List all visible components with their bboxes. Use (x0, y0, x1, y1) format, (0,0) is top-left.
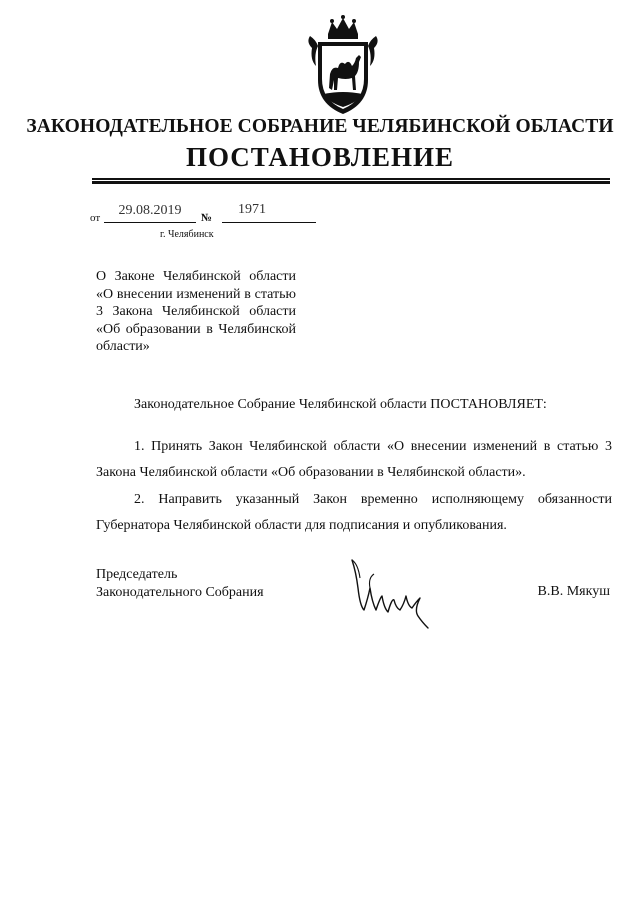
city-label: г. Челябинск (160, 229, 214, 240)
number-underline (222, 222, 316, 223)
date-underline (104, 222, 196, 223)
header-divider-thick (92, 181, 610, 184)
document-subject: О Законе Челябинской области «О внесении изменений в статью 3 Закона Челябинской области «Об образовании в Челябинской области» (96, 269, 296, 354)
document-number: 1971 (238, 202, 266, 217)
date-prefix: от (90, 212, 101, 224)
signatory-title-line-1: Председатель (96, 567, 178, 582)
resolution-intro: Законодательное Собрание Челябинской области ПОСТАНОВЛЯЕТ: (134, 397, 547, 412)
organization-name: ЗАКОНОДАТЕЛЬНОЕ СОБРАНИЕ ЧЕЛЯБИНСКОЙ ОБЛАСТИ (26, 116, 614, 137)
document-type-title: ПОСТАНОВЛЕНИЕ (185, 142, 455, 172)
number-sign: № (201, 212, 213, 224)
signatory-name: В.В. Мякуш (537, 584, 610, 599)
coat-of-arms-camel-icon (302, 14, 384, 118)
signatory-title-line-2: Законодательного Собрания (96, 585, 264, 600)
resolution-item-2: 2. Направить указанный Закон временно исполняющему обязанности Губернатора Челябинской области для подписания и опубликования. (96, 492, 612, 533)
header-divider-thin (92, 178, 610, 180)
handwritten-signature-icon (348, 558, 434, 632)
document-date: 29.08.2019 (118, 203, 182, 218)
resolution-item-1: 1. Принять Закон Челябинской области «О внесении изменений в статью 3 Закона Челябинской области «Об образовании в Челябинской области». (96, 439, 612, 480)
signatory-title (96, 566, 264, 602)
